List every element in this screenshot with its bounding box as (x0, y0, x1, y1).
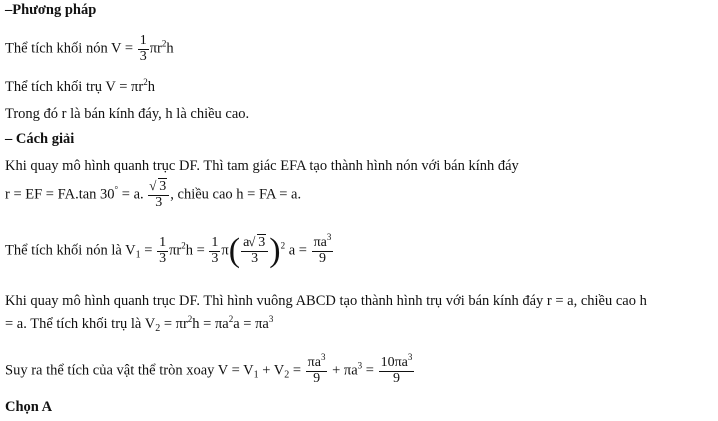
heading-phuong-phap: –Phương pháp (5, 2, 97, 18)
answer-choice: Chọn A (5, 399, 53, 415)
v2-equation: = a. Thể tích khối trụ là $V_2 = \pi r^2h = \pi a^2a = \pi a^3$ (5, 314, 274, 334)
radius-equation: r = EF = FA.tan 30° = a. √ $\frac{3}{3}$ , chiều cao h = FA = a. (5, 180, 301, 210)
heading-cach-giai: – Cách giải (5, 131, 75, 147)
v1-equation: Thể tích khối nón là $V_1$ = $\frac{1}{3}$ $\pi r^2h$ = $\frac{1}{3}$ π( $\frac{a√ 3}{3}$ )$^2$ a = $\frac{\pi a^3}{9}$ (5, 236, 334, 266)
explanation-line-1: Khi quay mô hình quanh trục DF. Thì tam giác EFA tạo thành hình nón với bán kính đáy (5, 158, 519, 174)
explanation-line-2: Khi quay mô hình quanh trục DF. Thì hình vuông ABCD tạo thành hình trụ với bán kính đáy r = a, chiều cao h (5, 293, 647, 309)
cone-label: Thể tích khối nón V = (5, 40, 134, 57)
cone-volume-formula: Thể tích khối nón V = $\frac{1}{3}$ $\pi r^2h$ (5, 33, 174, 64)
total-volume-equation: Suy ra thể tích của vật thể tròn xoay $V = V_1 + V_2$ = $\frac{\pi a^3}{9}$ + $\pi a^3$ = $\frac{10\pi a^3}{9}$ (5, 352, 413, 386)
fraction-one-third: $\frac{1}{3}$ (139, 33, 147, 64)
definition-text: Trong đó r là bán kính đáy, h là chiều cao. (5, 106, 250, 122)
cylinder-volume-formula: Thể tích khối trụ $V = \pi r^2h$ (5, 77, 155, 95)
fraction-sqrt3-over-3: √ $\frac{3}{3}$ (148, 180, 169, 210)
